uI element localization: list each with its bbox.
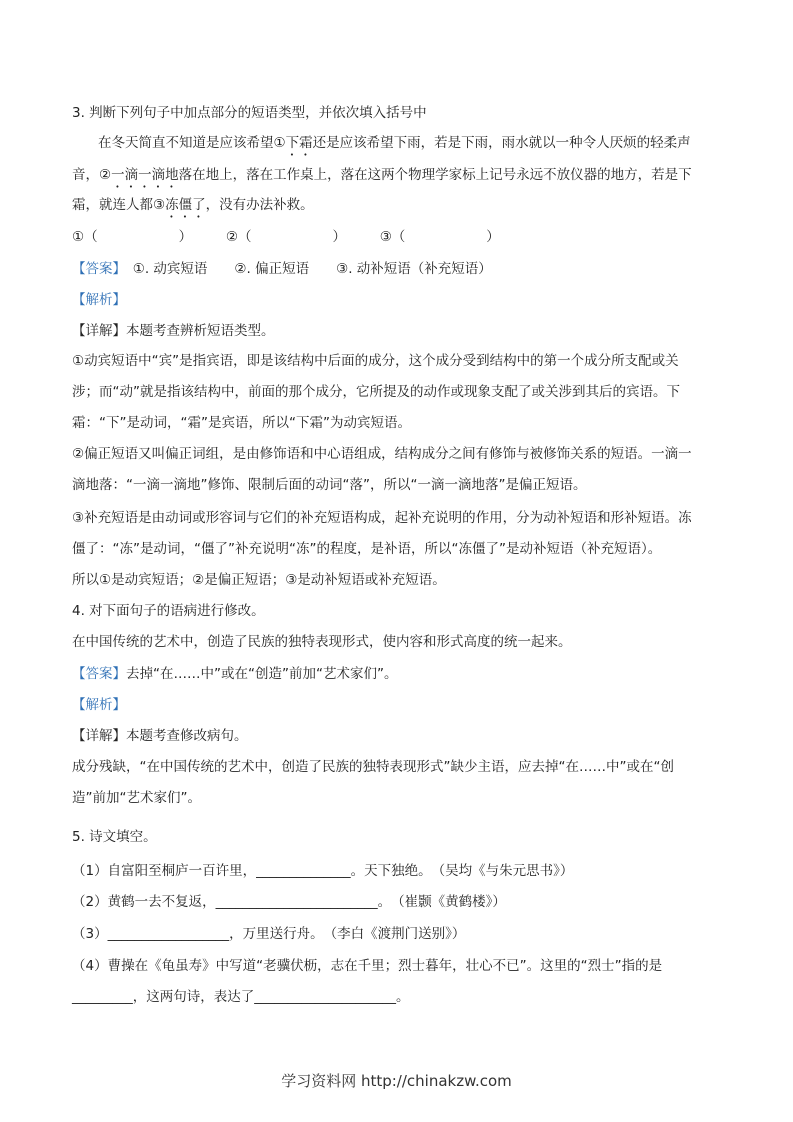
q5-item-1: （1）自富阳至桐庐一百许里，______________。天下独绝。 （吴均《与朱元思书》） [72, 863, 574, 879]
q5-item-4b: _________，这两句诗，表达了_____________________。 [72, 989, 410, 1005]
q3-passage-line-1: 在冬天简直不知道是应该希望①下霜还是应该希望下雨，若是下雨，雨水就以一种令人厌烦的轻柔声 [98, 135, 691, 151]
q3-explanation-6: ③补充短语是由动词或形容词与它们的补充短语构成，起补充说明的作用，分为动补短语和形补短语。冻 [72, 510, 692, 526]
q4-detail: 【详解】本题考查修改病句。 [72, 728, 248, 744]
dotted-phrase-1: 下霜 [285, 135, 313, 151]
answer-tag: 【答案】 [72, 666, 126, 682]
q5-title: 5. 诗文填空。 [72, 829, 157, 845]
q3-explanation-2: 涉；而“动”就是指该结构中，前面的那个成分，它所提及的动作或现象支配了或关涉到其后的宾语。下 [72, 384, 680, 400]
q5-item-2: （2）黄鹤一去不复返，________________________。 （崔颢《黄鹤楼》） [72, 894, 506, 910]
q4-title: 4. 对下面句子的语病进行修改。 [72, 603, 265, 619]
q4-analysis-tag: 【解析】 [72, 697, 126, 713]
answer-tag: 【答案】 [72, 261, 120, 277]
q3-passage-line-2: 音，②一滴一滴地落在地上，落在工作桌上，落在这两个物理学家标上记号永远不放仪器的地方，若是下 [72, 167, 692, 183]
q3-blanks: ①（ ） ②（ ） ③（ ） [72, 229, 500, 245]
q5-item-3: （3）__________________，万里送行舟。 （李白《渡荆门送别》） [72, 926, 466, 942]
q3-detail: 【详解】本题考查辨析短语类型。 [72, 323, 275, 339]
q3-explanation-1: ①动宾短语中“宾”是指宾语，即是该结构中后面的成分，这个成分受到结构中的第一个成分所支配或关 [72, 353, 679, 369]
q3-explanation-3: 霜：“下”是动词，“霜”是宾语，所以“下霜”为动宾短语。 [72, 415, 411, 431]
q3-answer: 【答案】 ①. 动宾短语 ②. 偏正短语 ③. 动补短语（补充短语） [72, 261, 492, 277]
q3-explanation-4: ②偏正短语又叫偏正词组，是由修饰语和中心语组成，结构成分之间有修饰与被修饰关系的短语。一滴一 [72, 446, 692, 462]
q4-explanation-2: 造”前加“艺术家们”。 [72, 790, 201, 806]
q4-sentence: 在中国传统的艺术中，创造了民族的独特表现形式，使内容和形式高度的统一起来。 [72, 634, 572, 650]
q3-title: 3. 判断下列句子中加点部分的短语类型，并依次填入括号中 [72, 105, 427, 121]
dotted-phrase-2: 一滴一滴地 [111, 167, 179, 183]
page-footer: 学习资料网 http://chinakzw.com [281, 1072, 512, 1090]
q4-explanation-1: 成分残缺，“在中国传统的艺术中，创造了民族的独特表现形式”缺少主语，应去掉“在……中”或在“创 [72, 759, 674, 775]
q3-explanation-5: 滴地落：“一滴一滴地”修饰、限制后面的动词“落”，所以“一滴一滴地落”是偏正短语。 [72, 477, 587, 493]
q3-passage-line-3: 霜，就连人都③冻僵了，没有办法补救。 [72, 197, 314, 213]
dotted-phrase-3: 冻僵了 [165, 197, 206, 213]
q3-explanation-7: 僵了：“冻”是动词，“僵了”补充说明“冻”的程度，是补语，所以“冻僵了”是动补短语（补充短语）。 [72, 541, 662, 557]
q3-explanation-8: 所以①是动宾短语；②是偏正短语；③是动补短语或补充短语。 [72, 572, 446, 588]
q5-item-4a: （4）曹操在《龟虽寿》中写道“老骥伏枥，志在千里；烈士暮年，壮心不已”。这里的“烈士”指的是 [72, 958, 663, 974]
q3-analysis-tag: 【解析】 [72, 292, 126, 308]
q4-answer: 【答案】去掉“在……中”或在“创造”前加“艺术家们”。 [72, 666, 398, 682]
